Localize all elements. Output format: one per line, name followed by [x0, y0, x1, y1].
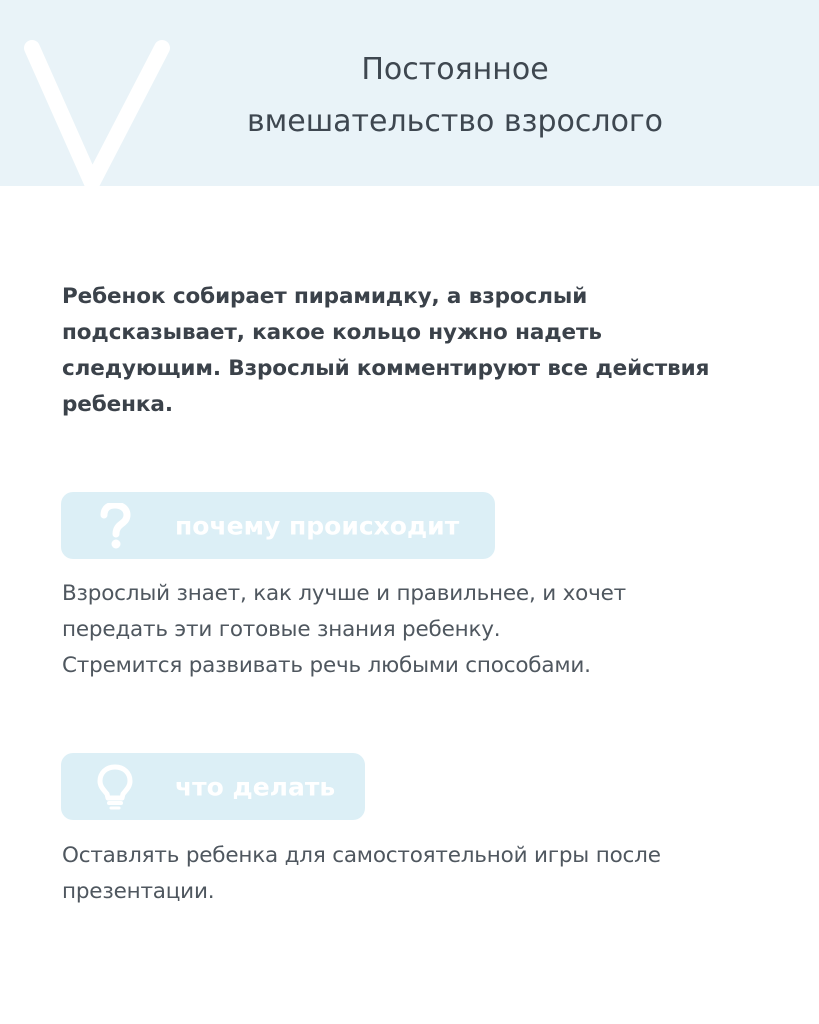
intro-line: следующим. Взрослый комментируют все действия — [62, 356, 710, 381]
why-line: Взрослый знает, как лучше и правильнее, и хочет — [62, 581, 626, 606]
lightbulb-icon — [93, 763, 137, 811]
why-section-header — [61, 492, 495, 559]
intro-line: подсказывает, какое кольцо нужно надеть — [62, 320, 602, 345]
what-section-text — [62, 838, 762, 910]
header-banner — [0, 0, 819, 186]
letter-v-watermark-icon — [20, 38, 180, 186]
intro-paragraph — [62, 279, 762, 423]
why-line: Стремится развивать речь любыми способами. — [62, 653, 591, 678]
title-line: Постоянное — [361, 52, 549, 87]
intro-line: Ребенок собирает пирамидку, а взрослый — [62, 284, 588, 309]
what-section-header — [61, 753, 365, 820]
what-line: презентации. — [62, 879, 215, 904]
question-mark-icon — [93, 502, 137, 550]
why-section-label: почему происходит — [175, 511, 460, 540]
what-section-label: что делать — [175, 772, 336, 801]
why-line: передать эти готовые знания ребенку. — [62, 617, 501, 642]
page-title — [180, 44, 730, 148]
title-line: вмешательство взрослого — [246, 104, 664, 139]
intro-line: ребенка. — [62, 392, 173, 417]
what-line: Оставлять ребенка для самостоятельной игры после — [62, 843, 661, 868]
why-section-text — [62, 576, 762, 684]
